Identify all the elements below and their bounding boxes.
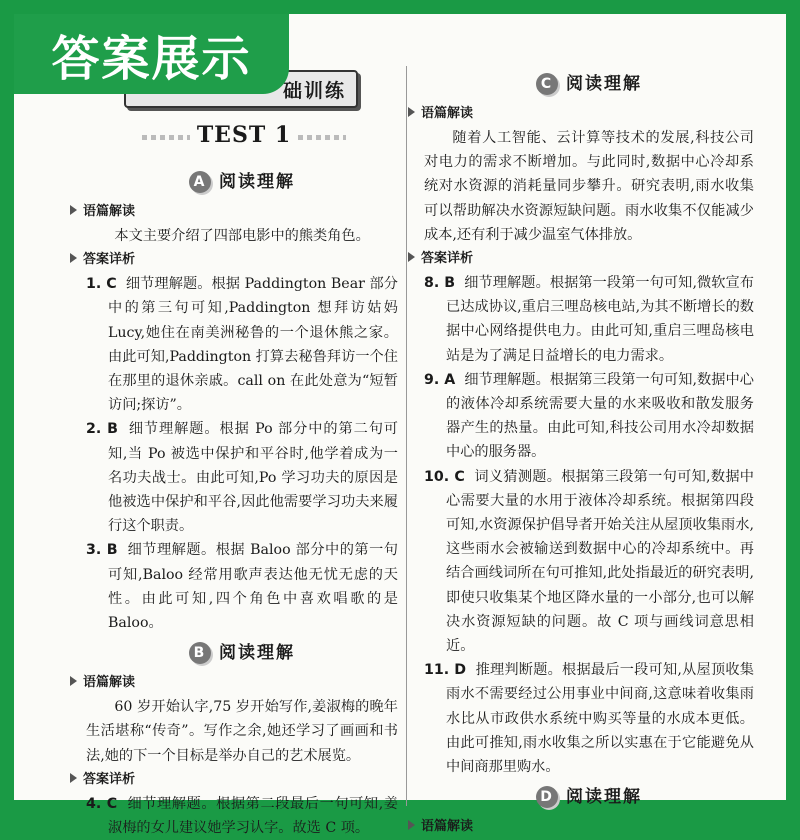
triangle-bullet-icon <box>70 773 77 783</box>
section-a-title: 阅读理解 <box>219 171 295 192</box>
triangle-bullet-icon <box>70 205 77 215</box>
right-column <box>421 66 754 839</box>
answer-item: 11. D 推理判断题。根据最后一段可知,从屋顶收集雨水不需要经过公用事业中间商,这意味着收集雨水比从市政供水系统中购买等量的水成本更低。由此可推知,雨水收集之所以实惠在于它能避免从中间商那里购水。 <box>424 662 754 776</box>
section-d-summary-label: 语篇解读 <box>408 815 754 839</box>
triangle-bullet-icon <box>70 253 77 263</box>
section-a-summary: 本文主要介绍了四部电影中的熊类角色。 <box>114 228 370 244</box>
section-tab-label: 础训练 <box>282 80 346 102</box>
section-c-letter-icon: C <box>536 73 558 95</box>
section-d-title: 阅读理解 <box>566 787 642 808</box>
dots-left-decoration <box>142 135 190 140</box>
answer-item: 10. C 词义猜测题。根据第三段第一句可知,数据中心需要大量的水用于液体冷却系统。根据第四段可知,水资源保护倡导者开始关注从屋顶收集雨水,这些雨水会被输送到数据中心的冷却系统中。再结合画线词所在句可推知,此处指最近的研究表明,即使只收集某个地区降水量的一小部分,也可以解决水资源短缺的问题。故 C 项与画线词意思相近。 <box>424 468 754 655</box>
section-c-heading <box>424 66 754 102</box>
section-c-summary: 随着人工智能、云计算等技术的发展,科技公司对电力的需求不断增加。与此同时,数据中心冷却系统对水资源的消耗量同步攀升。研究表明,雨水收集可以帮助解决水资源短缺问题。雨水收集不仅能减少成本,还有利于减少温室气体排放。 <box>424 130 754 243</box>
column-divider <box>406 66 407 806</box>
section-c-title: 阅读理解 <box>566 73 642 94</box>
triangle-bullet-icon <box>408 820 415 830</box>
dots-right-decoration <box>298 135 346 140</box>
section-b-heading <box>86 635 398 671</box>
triangle-bullet-icon <box>70 676 77 686</box>
section-a-answers-label: 答案详析 <box>70 248 398 272</box>
triangle-bullet-icon <box>408 107 415 117</box>
section-b-summary-label: 语篇解读 <box>70 671 398 695</box>
answer-item: 1. C 细节理解题。根据 Paddington Bear 部分中的第三句可知,Paddington 想拜访姑妈 Lucy,她住在南美洲秘鲁的一个退休熊之家。由此可知,Paddington 打算去秘鲁拜访一个住在那里的退休亲戚。call on 在此处意为“短暂访问;探访”。 <box>86 276 398 414</box>
left-column <box>83 164 398 840</box>
section-d-letter-icon: D <box>536 786 558 808</box>
answer-item: 4. C 细节理解题。根据第二段最后一句可知,姜淑梅的女儿建议她学习认字。故选 C 项。 <box>86 795 398 837</box>
section-c-answers-label: 答案详析 <box>408 247 754 271</box>
answer-page <box>14 14 786 837</box>
test-title-text: TEST 1 <box>196 122 292 148</box>
section-d-heading <box>424 779 754 815</box>
section-a-letter-icon: A <box>189 171 211 193</box>
section-c-summary-label: 语篇解读 <box>408 102 754 126</box>
answer-item: 9. A 细节理解题。根据第三段第一句可知,数据中心的液体冷却系统需要大量的水来吸收和散发服务器产生的热量。由此可知,科技公司用水冷却数据中心的服务器。 <box>424 371 754 461</box>
answer-item: 8. B 细节理解题。根据第一段第一句可知,微软宣布已达成协议,重启三哩岛核电站,为其不断增长的数据中心网络提供电力。由此可知,重启三哩岛核电站是为了满足日益增长的电力需求。 <box>424 275 754 364</box>
triangle-bullet-icon <box>408 252 415 262</box>
section-a-heading <box>86 164 398 200</box>
section-b-summary: 60 岁开始认字,75 岁开始写作,姜淑梅的晚年生活堪称“传奇”。写作之余,她还学习了画画和书法,她的下一个目标是举办自己的艺术展览。 <box>86 699 398 764</box>
test-title <box>144 122 344 148</box>
section-b-title: 阅读理解 <box>219 643 295 664</box>
answer-item: 2. B 细节理解题。根据 Po 部分中的第二句可知,当 Po 被选中保护和平谷时,他学着成为一名功夫战士。由此可知,Po 学习功夫的原因是他被选中保护和平谷,因此他需要学习功夫来履行这个职责。 <box>86 421 398 535</box>
banner-title: 答案展示 <box>51 30 252 87</box>
answer-display-banner <box>14 14 289 94</box>
section-a-summary-label: 语篇解读 <box>70 200 398 224</box>
answer-item: 3. B 细节理解题。根据 Baloo 部分中的第一句可知,Baloo 经常用歌声表达他无忧无虑的天性。由此可知,四个角色中喜欢唱歌的是 Baloo。 <box>86 542 398 632</box>
section-b-letter-icon: B <box>189 642 211 664</box>
section-b-answers-label: 答案详析 <box>70 768 398 792</box>
